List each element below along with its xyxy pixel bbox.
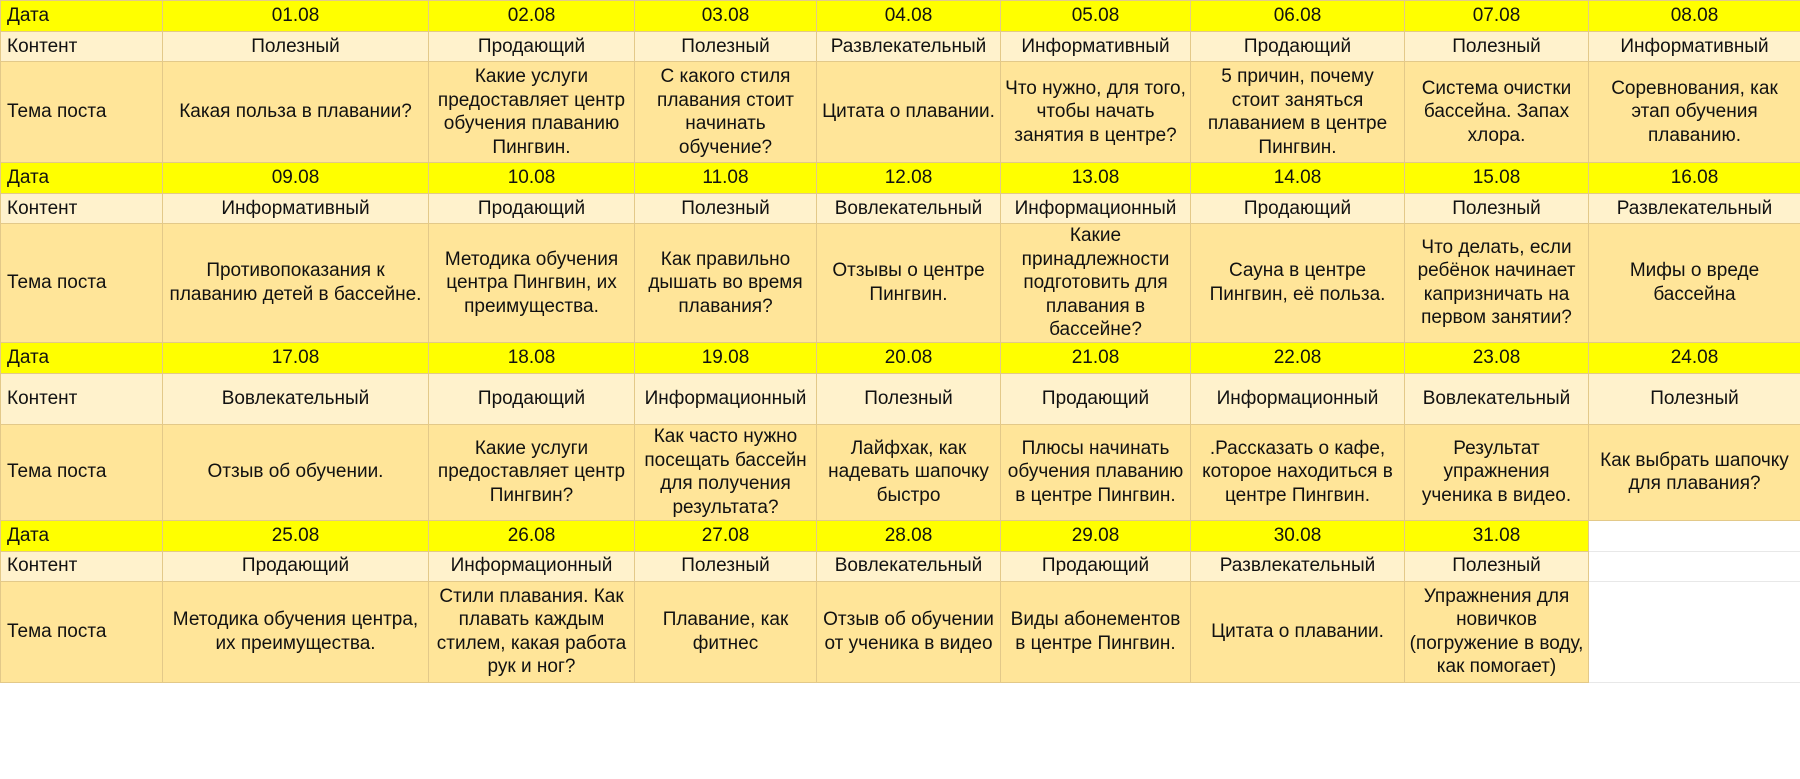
date-cell[interactable]: 12.08: [817, 163, 1001, 194]
date-cell[interactable]: 02.08: [429, 1, 635, 32]
empty-cell[interactable]: [1589, 551, 1800, 581]
date-cell[interactable]: 04.08: [817, 1, 1001, 32]
post-topic-cell[interactable]: Отзыв об обучении.: [163, 424, 429, 520]
date-cell[interactable]: 07.08: [1405, 1, 1589, 32]
post-topic-cell[interactable]: Лайфхак, как надевать шапочку быстро: [817, 424, 1001, 520]
content-type-cell[interactable]: Информативный: [1589, 32, 1800, 62]
date-cell[interactable]: 22.08: [1191, 342, 1405, 373]
date-cell[interactable]: 26.08: [429, 520, 635, 551]
content-type-cell[interactable]: Полезный: [1405, 551, 1589, 581]
content-type-cell[interactable]: Информационный: [1001, 194, 1191, 224]
post-topic-cell[interactable]: Плюсы начинать обучения плаванию в центре Пингвин.: [1001, 424, 1191, 520]
post-topic-cell[interactable]: Как правильно дышать во время плавания?: [635, 224, 817, 343]
post-topic-cell[interactable]: Стили плавания. Как плавать каждым стилем, какая работа рук и ног?: [429, 581, 635, 682]
post-topic-cell[interactable]: 5 причин, почему стоит заняться плаванием в центре Пингвин.: [1191, 62, 1405, 163]
post-topic-cell[interactable]: .Рассказать о кафе, которое находиться в центре Пингвин.: [1191, 424, 1405, 520]
post-topic-cell[interactable]: Какая польза в плавании?: [163, 62, 429, 163]
content-type-cell[interactable]: Развлекательный: [1589, 194, 1800, 224]
date-cell[interactable]: 28.08: [817, 520, 1001, 551]
post-topic-cell[interactable]: Какие принадлежности подготовить для плавания в бассейне?: [1001, 224, 1191, 343]
post-topic-cell[interactable]: Упражнения для новичков (погружение в воду, как помогает): [1405, 581, 1589, 682]
content-type-cell[interactable]: Полезный: [635, 194, 817, 224]
content-type-cell[interactable]: Продающий: [1191, 194, 1405, 224]
date-cell[interactable]: 24.08: [1589, 342, 1800, 373]
date-cell[interactable]: 20.08: [817, 342, 1001, 373]
post-topic-cell[interactable]: Результат упражнения ученика в видео.: [1405, 424, 1589, 520]
date-cell[interactable]: 11.08: [635, 163, 817, 194]
content-type-cell[interactable]: Информационный: [1191, 373, 1405, 424]
date-row: [1, 342, 1800, 373]
date-cell[interactable]: 30.08: [1191, 520, 1405, 551]
post-topic-row-label[interactable]: Тема поста: [1, 224, 163, 343]
date-row-label[interactable]: Дата: [1, 1, 163, 32]
post-topic-cell[interactable]: С какого стиля плавания стоит начинать обучение?: [635, 62, 817, 163]
content-type-row-label[interactable]: Контент: [1, 32, 163, 62]
content-type-cell[interactable]: Информативный: [1001, 32, 1191, 62]
date-cell[interactable]: 13.08: [1001, 163, 1191, 194]
content-type-cell[interactable]: Вовлекательный: [163, 373, 429, 424]
content-type-row: [1, 551, 1800, 581]
content-type-cell[interactable]: Полезный: [817, 373, 1001, 424]
post-topic-row: [1, 224, 1800, 343]
content-type-cell[interactable]: Вовлекательный: [817, 194, 1001, 224]
post-topic-cell[interactable]: Отзыв об обучении от ученика в видео: [817, 581, 1001, 682]
date-cell[interactable]: 09.08: [163, 163, 429, 194]
date-cell[interactable]: 21.08: [1001, 342, 1191, 373]
post-topic-cell[interactable]: Что делать, если ребёнок начинает капризничать на первом занятии?: [1405, 224, 1589, 343]
post-topic-cell[interactable]: Мифы о вреде бассейна: [1589, 224, 1800, 343]
date-cell[interactable]: 25.08: [163, 520, 429, 551]
date-cell[interactable]: 17.08: [163, 342, 429, 373]
date-cell[interactable]: 29.08: [1001, 520, 1191, 551]
content-type-cell[interactable]: Продающий: [1191, 32, 1405, 62]
post-topic-cell[interactable]: Плавание, как фитнес: [635, 581, 817, 682]
post-topic-cell[interactable]: Соревнования, как этап обучения плаванию.: [1589, 62, 1800, 163]
post-topic-cell[interactable]: Методика обучения центра, их преимущества.: [163, 581, 429, 682]
content-type-cell[interactable]: Полезный: [1405, 32, 1589, 62]
content-type-cell[interactable]: Полезный: [635, 551, 817, 581]
content-type-cell[interactable]: Продающий: [429, 194, 635, 224]
content-type-row-label[interactable]: Контент: [1, 373, 163, 424]
content-type-cell[interactable]: Развлекательный: [1191, 551, 1405, 581]
content-type-cell[interactable]: Продающий: [1001, 551, 1191, 581]
content-type-cell[interactable]: Вовлекательный: [1405, 373, 1589, 424]
content-type-row-label[interactable]: Контент: [1, 194, 163, 224]
date-cell[interactable]: 19.08: [635, 342, 817, 373]
content-type-cell[interactable]: Полезный: [1589, 373, 1800, 424]
post-topic-row: [1, 62, 1800, 163]
post-topic-cell[interactable]: Какие услуги предоставляет центр Пингвин?: [429, 424, 635, 520]
date-row: [1, 520, 1800, 551]
content-type-cell[interactable]: Информативный: [163, 194, 429, 224]
date-row: [1, 163, 1800, 194]
post-topic-row: [1, 581, 1800, 682]
post-topic-cell[interactable]: Цитата о плавании.: [1191, 581, 1405, 682]
empty-cell[interactable]: [1589, 581, 1800, 682]
content-type-row: [1, 373, 1800, 424]
date-cell[interactable]: 01.08: [163, 1, 429, 32]
content-type-cell[interactable]: Информационный: [635, 373, 817, 424]
date-cell[interactable]: 08.08: [1589, 1, 1800, 32]
content-type-cell[interactable]: Полезный: [163, 32, 429, 62]
content-type-cell[interactable]: Информационный: [429, 551, 635, 581]
post-topic-cell[interactable]: Противопоказания к плаванию детей в бассейне.: [163, 224, 429, 343]
content-type-cell[interactable]: Продающий: [429, 32, 635, 62]
date-row-label[interactable]: Дата: [1, 342, 163, 373]
date-cell[interactable]: 27.08: [635, 520, 817, 551]
date-cell[interactable]: 23.08: [1405, 342, 1589, 373]
content-type-cell[interactable]: Продающий: [163, 551, 429, 581]
post-topic-cell[interactable]: Виды абонементов в центре Пингвин.: [1001, 581, 1191, 682]
content-type-cell[interactable]: Продающий: [429, 373, 635, 424]
date-cell[interactable]: 03.08: [635, 1, 817, 32]
content-type-row: [1, 32, 1800, 62]
post-topic-row: [1, 424, 1800, 520]
post-topic-cell[interactable]: Как выбрать шапочку для плавания?: [1589, 424, 1800, 520]
post-topic-row-label[interactable]: Тема поста: [1, 581, 163, 682]
empty-cell[interactable]: [1589, 520, 1800, 551]
date-cell[interactable]: 31.08: [1405, 520, 1589, 551]
content-plan-body: [1, 1, 1800, 683]
content-type-cell[interactable]: Полезный: [635, 32, 817, 62]
content-type-cell[interactable]: Вовлекательный: [817, 551, 1001, 581]
content-type-cell[interactable]: Продающий: [1001, 373, 1191, 424]
date-cell[interactable]: 14.08: [1191, 163, 1405, 194]
post-topic-cell[interactable]: Сауна в центре Пингвин, её польза.: [1191, 224, 1405, 343]
content-type-cell[interactable]: Развлекательный: [817, 32, 1001, 62]
post-topic-row-label[interactable]: Тема поста: [1, 424, 163, 520]
post-topic-cell[interactable]: Как часто нужно посещать бассейн для получения результата?: [635, 424, 817, 520]
date-cell[interactable]: 10.08: [429, 163, 635, 194]
post-topic-cell[interactable]: Какие услуги предоставляет центр обучения плаванию Пингвин.: [429, 62, 635, 163]
post-topic-cell[interactable]: Что нужно, для того, чтобы начать занятия в центре?: [1001, 62, 1191, 163]
post-topic-cell[interactable]: Отзывы о центре Пингвин.: [817, 224, 1001, 343]
date-cell[interactable]: 18.08: [429, 342, 635, 373]
post-topic-row-label[interactable]: Тема поста: [1, 62, 163, 163]
content-type-row-label[interactable]: Контент: [1, 551, 163, 581]
post-topic-cell[interactable]: Методика обучения центра Пингвин, их преимущества.: [429, 224, 635, 343]
date-row-label[interactable]: Дата: [1, 520, 163, 551]
date-row-label[interactable]: Дата: [1, 163, 163, 194]
date-cell[interactable]: 15.08: [1405, 163, 1589, 194]
date-cell[interactable]: 16.08: [1589, 163, 1800, 194]
date-cell[interactable]: 05.08: [1001, 1, 1191, 32]
post-topic-cell[interactable]: Цитата о плавании.: [817, 62, 1001, 163]
content-type-row: [1, 194, 1800, 224]
post-topic-cell[interactable]: Система очистки бассейна. Запах хлора.: [1405, 62, 1589, 163]
date-cell[interactable]: 06.08: [1191, 1, 1405, 32]
content-type-cell[interactable]: Полезный: [1405, 194, 1589, 224]
date-row: [1, 1, 1800, 32]
